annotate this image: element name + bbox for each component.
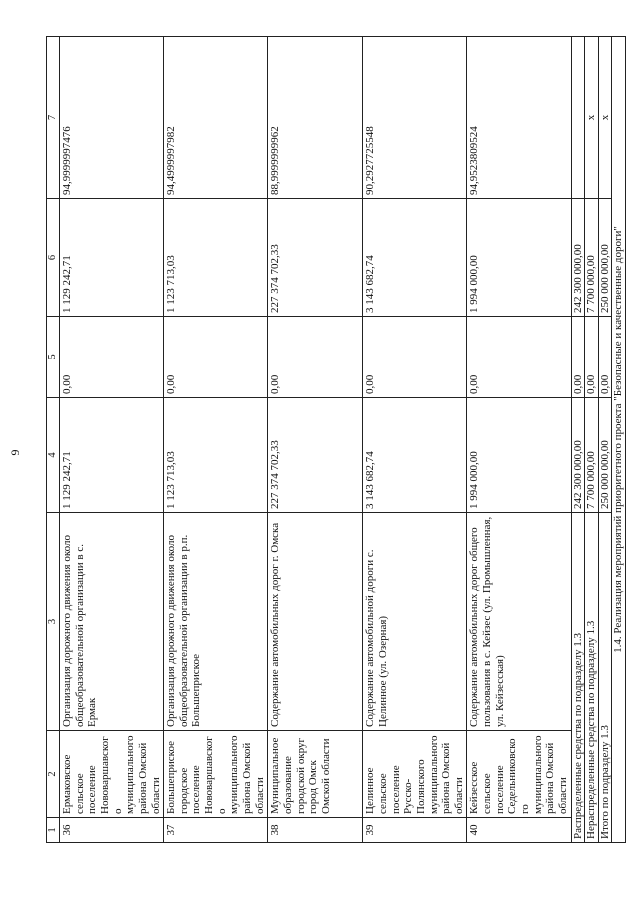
amount-cell: 0,00 bbox=[60, 317, 164, 398]
row-number: 39 bbox=[363, 818, 467, 843]
column-header: 2 bbox=[47, 731, 60, 818]
amount-cell: 0,00 bbox=[268, 317, 363, 398]
amount-cell: 0,00 bbox=[467, 317, 571, 398]
recipient-cell: Большеприское городское поселение Нововаршавского муниципального района Омской области bbox=[164, 731, 268, 818]
summary-label: Распределенные средства по подразделу 1.3 bbox=[571, 513, 585, 843]
summary-row-total bbox=[598, 37, 612, 843]
event-cell: Организация дорожного движения около общеобразовательной организации в р.п. Большеприское bbox=[164, 513, 268, 731]
row-number: 37 bbox=[164, 818, 268, 843]
summary-label: Итого по подразделу 1.3 bbox=[598, 513, 612, 843]
summary-label: Нераспределенные средства по подразделу 1.3 bbox=[585, 513, 599, 843]
percent-cell: 90,2927725548 bbox=[363, 37, 467, 199]
summary-row-distributed bbox=[571, 37, 585, 843]
section-title: 1.4. Реализация мероприятий приоритетного проекта "Безопасные и качественные дороги" bbox=[612, 37, 626, 843]
table-row bbox=[164, 37, 268, 843]
amount-cell: 1 129 242,71 bbox=[60, 199, 164, 317]
percent-cell: 94,4999997982 bbox=[164, 37, 268, 199]
amount-cell: 0,00 bbox=[164, 317, 268, 398]
summary-amount: 242 300 000,00 bbox=[571, 398, 585, 513]
summary-amount: 250 000 000,00 bbox=[598, 398, 612, 513]
column-header: 6 bbox=[47, 199, 60, 317]
amount-cell: 1 994 000,00 bbox=[467, 199, 571, 317]
column-header: 4 bbox=[47, 398, 60, 513]
recipient-cell: Кейзесское сельское поселение Седельниковского муниципального района Омской области bbox=[467, 731, 571, 818]
column-header: 5 bbox=[47, 317, 60, 398]
event-cell: Содержание автомобильных дорог общего пользования в с. Кейзес (ул. Промышленная, ул. Кейзесская) bbox=[467, 513, 571, 731]
summary-mark: x bbox=[598, 37, 612, 199]
recipient-cell: Целинное сельское поселение Русско-Полянского муниципального района Омской области bbox=[363, 731, 467, 818]
summary-mark bbox=[571, 37, 585, 199]
percent-cell: 94,9523809524 bbox=[467, 37, 571, 199]
amount-cell: 1 129 242,71 bbox=[60, 398, 164, 513]
section-header-row bbox=[612, 37, 626, 843]
summary-mark: x bbox=[585, 37, 599, 199]
column-header: 7 bbox=[47, 37, 60, 199]
column-number-row bbox=[47, 37, 60, 843]
table-row bbox=[60, 37, 164, 843]
summary-amount: 0,00 bbox=[598, 317, 612, 398]
event-cell: Организация дорожного движения около общеобразовательной организации в с. Ермак bbox=[60, 513, 164, 731]
summary-amount: 250 000 000,00 bbox=[598, 199, 612, 317]
summary-amount: 7 700 000,00 bbox=[585, 199, 599, 317]
column-header: 3 bbox=[47, 513, 60, 731]
amount-cell: 0,00 bbox=[363, 317, 467, 398]
amount-cell: 1 123 713,03 bbox=[164, 398, 268, 513]
summary-row-undistributed bbox=[585, 37, 599, 843]
table-row bbox=[268, 37, 363, 843]
recipient-cell: Ермаковское сельское поселение Нововаршавского муниципального района Омской области bbox=[60, 731, 164, 818]
row-number: 40 bbox=[467, 818, 571, 843]
amount-cell: 3 143 682,74 bbox=[363, 398, 467, 513]
column-header: 1 bbox=[47, 818, 60, 843]
table-row bbox=[467, 37, 571, 843]
row-number: 38 bbox=[268, 818, 363, 843]
percent-cell: 88,9999999962 bbox=[268, 37, 363, 199]
event-cell: Содержание автомобильной дороги с. Целинное (ул. Озерная) bbox=[363, 513, 467, 731]
amount-cell: 1 994 000,00 bbox=[467, 398, 571, 513]
amount-cell: 1 123 713,03 bbox=[164, 199, 268, 317]
summary-amount: 0,00 bbox=[585, 317, 599, 398]
amount-cell: 227 374 702,33 bbox=[268, 199, 363, 317]
recipient-cell: Муниципальное образование городской округ город Омск Омской области bbox=[268, 731, 363, 818]
summary-amount: 7 700 000,00 bbox=[585, 398, 599, 513]
amount-cell: 227 374 702,33 bbox=[268, 398, 363, 513]
row-number: 36 bbox=[60, 818, 164, 843]
summary-amount: 0,00 bbox=[571, 317, 585, 398]
table-row bbox=[363, 37, 467, 843]
page-number: 9 bbox=[8, 449, 22, 456]
percent-cell: 94,9999997476 bbox=[60, 37, 164, 199]
amount-cell: 3 143 682,74 bbox=[363, 199, 467, 317]
summary-amount: 242 300 000,00 bbox=[571, 199, 585, 317]
subsidy-table bbox=[46, 36, 626, 843]
event-cell: Содержание автомобильных дорог г. Омска bbox=[268, 513, 363, 731]
